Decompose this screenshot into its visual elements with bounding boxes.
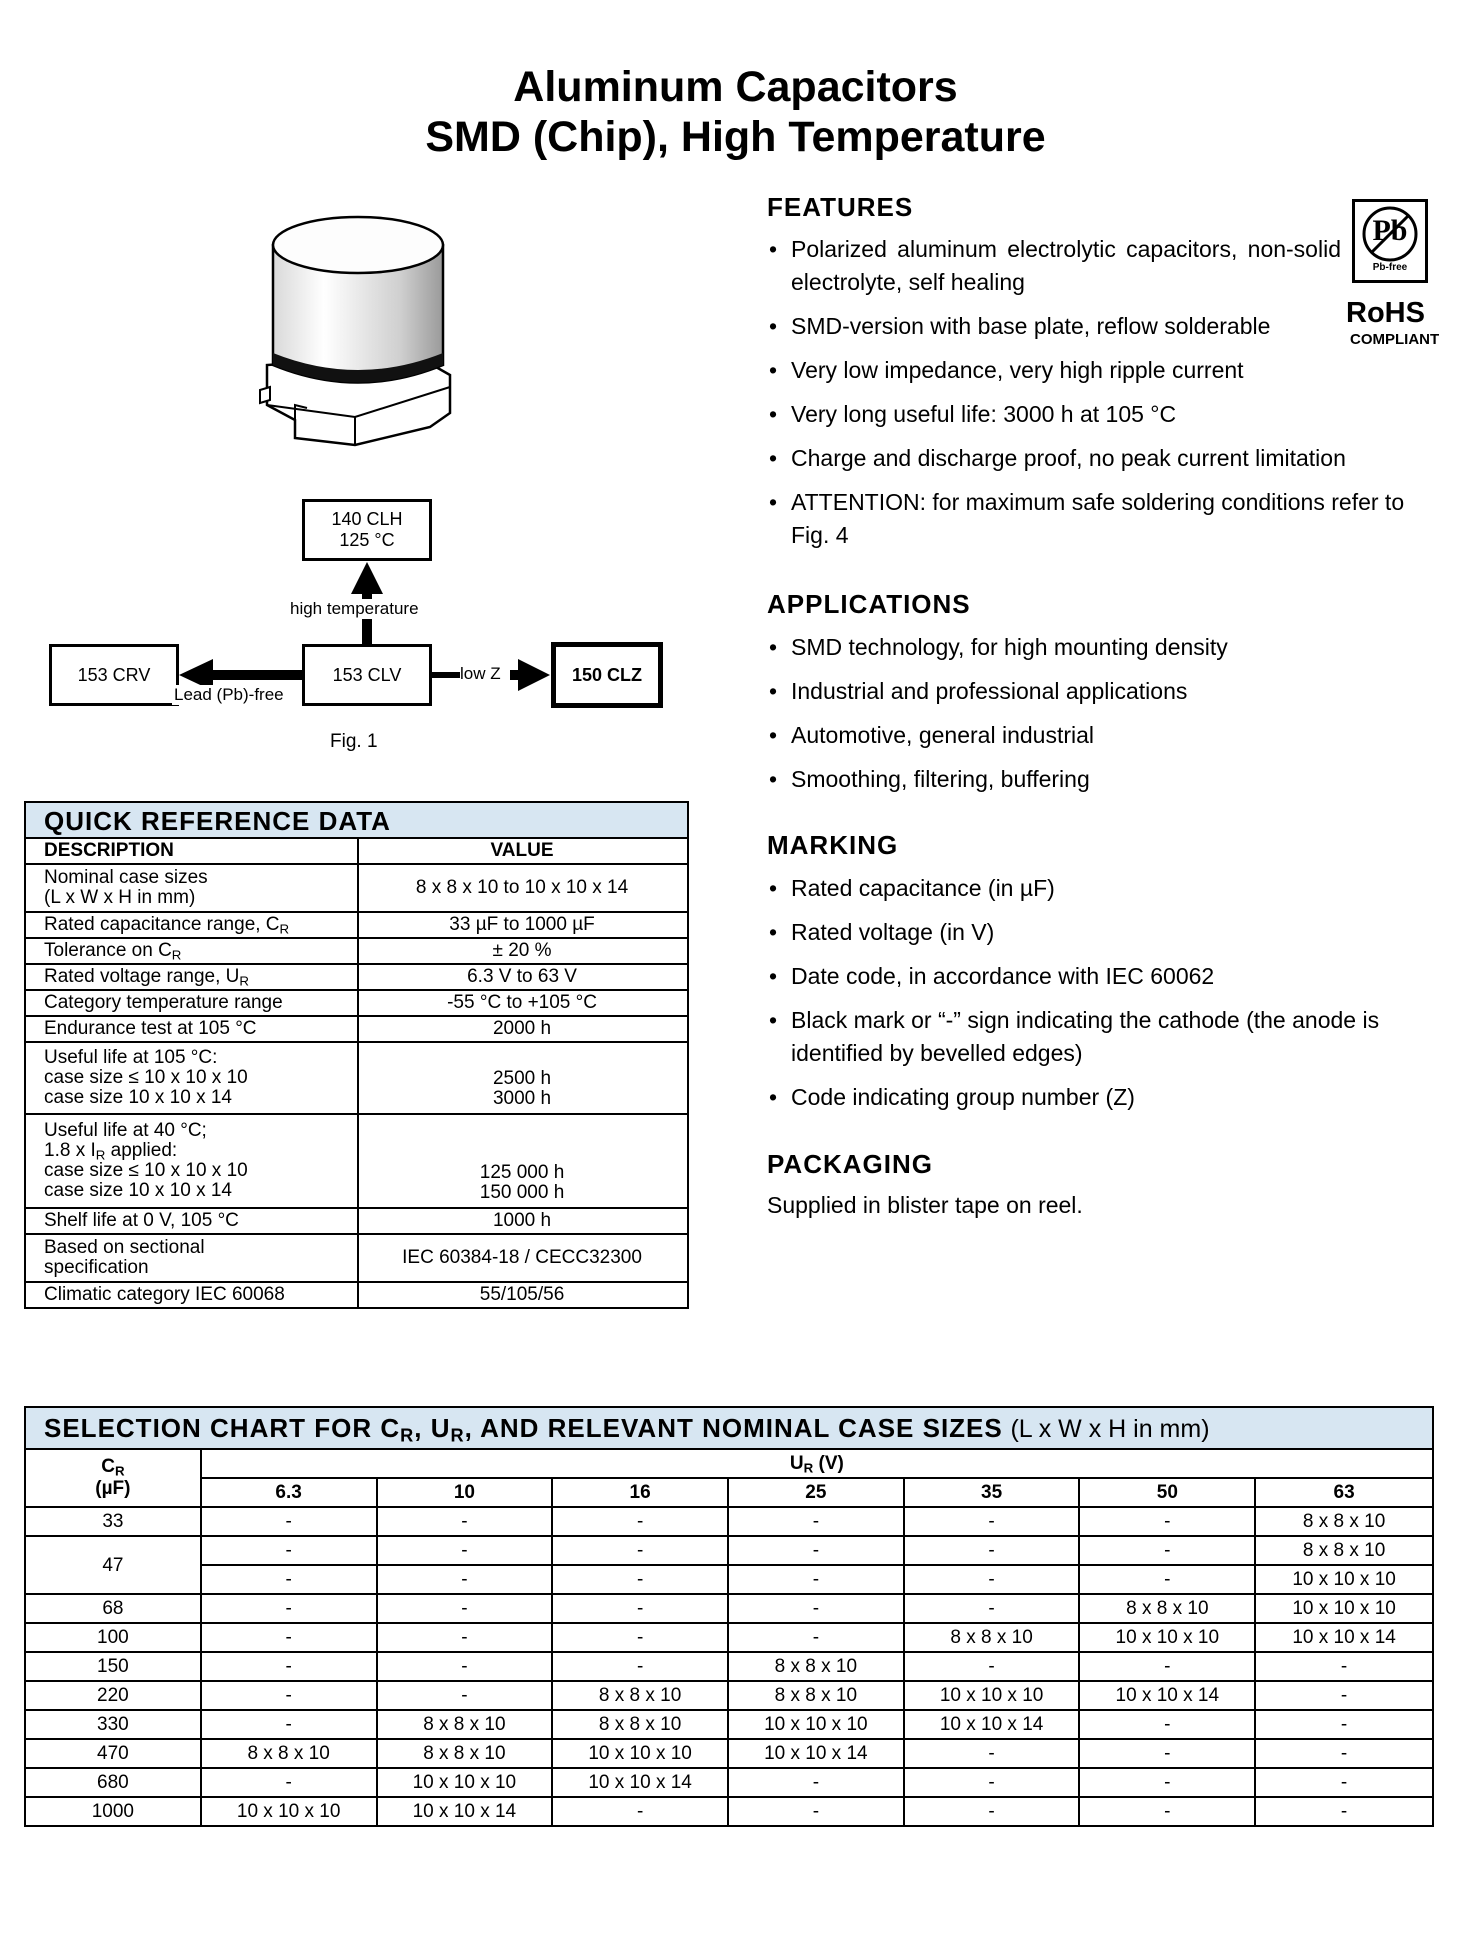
case-size-cell: 10 x 10 x 10	[1079, 1623, 1255, 1652]
case-size-cell: 8 x 8 x 10	[201, 1739, 377, 1768]
case-size-cell: 10 x 10 x 14	[904, 1710, 1080, 1739]
case-size-cell: -	[1255, 1797, 1433, 1826]
capacitance-cell: 470	[25, 1739, 201, 1768]
case-size-cell: 10 x 10 x 14	[377, 1797, 553, 1826]
case-size-cell: 10 x 10 x 10	[552, 1739, 728, 1768]
figure-caption: Fig. 1	[330, 731, 378, 752]
quick-ref-value: ± 20 %	[358, 938, 688, 964]
high-temperature-label: high temperature	[290, 599, 419, 618]
case-size-cell: 10 x 10 x 14	[1255, 1623, 1433, 1652]
table-row	[25, 1652, 1433, 1681]
voltage-column-header: 63	[1255, 1478, 1433, 1507]
case-size-cell: 10 x 10 x 10	[1255, 1565, 1433, 1594]
case-size-cell: -	[377, 1681, 553, 1710]
application-item: • Industrial and professional applications	[767, 675, 1437, 708]
feature-item: • Polarized aluminum electrolytic capacitors, non-solid electrolyte, self healing	[767, 233, 1341, 299]
low-z-label: low Z	[460, 664, 501, 683]
case-size-cell: -	[201, 1536, 377, 1565]
series-153crv-name: 153 CRV	[77, 664, 151, 685]
table-row	[25, 1565, 1433, 1594]
quick-ref-col-value: VALUE	[358, 838, 688, 864]
feature-item: • Charge and discharge proof, no peak current limitation	[767, 442, 1437, 475]
case-size-cell: -	[1079, 1652, 1255, 1681]
quick-ref-desc: Category temperature range	[25, 990, 358, 1016]
series-box-140clh	[302, 499, 432, 561]
case-size-cell: -	[552, 1536, 728, 1565]
table-row	[25, 1507, 1433, 1536]
case-size-cell: -	[1079, 1797, 1255, 1826]
case-size-cell: -	[552, 1623, 728, 1652]
table-row	[25, 1768, 1433, 1797]
case-size-cell: 10 x 10 x 10	[201, 1797, 377, 1826]
quick-ref-col-description: DESCRIPTION	[25, 838, 358, 864]
capacitance-cell: 47	[25, 1536, 201, 1594]
features-heading: FEATURES	[767, 192, 914, 222]
series-box-153crv	[49, 644, 179, 706]
case-size-cell: -	[377, 1565, 553, 1594]
marking-item: • Black mark or “-” sign indicating the cathode (the anode is identified by bevelled edges)	[767, 1004, 1437, 1070]
table-row	[25, 1710, 1433, 1739]
case-size-cell: -	[904, 1536, 1080, 1565]
case-size-cell: -	[1079, 1565, 1255, 1594]
applications-heading: APPLICATIONS	[767, 589, 971, 619]
capacitance-cell: 150	[25, 1652, 201, 1681]
feature-item: • ATTENTION: for maximum safe soldering conditions refer to Fig. 4	[767, 486, 1437, 552]
capacitance-cell: 220	[25, 1681, 201, 1710]
case-size-cell: 10 x 10 x 10	[377, 1768, 553, 1797]
case-size-cell: 8 x 8 x 10	[552, 1710, 728, 1739]
case-size-cell: 8 x 8 x 10	[377, 1710, 553, 1739]
case-size-cell: -	[1079, 1768, 1255, 1797]
feature-item: • Very low impedance, very high ripple current	[767, 354, 1437, 387]
voltage-column-header: 6.3	[201, 1478, 377, 1507]
title-line-2: SMD (Chip), High Temperature	[425, 113, 1046, 161]
case-size-cell: -	[201, 1768, 377, 1797]
case-size-cell: -	[377, 1623, 553, 1652]
case-size-cell: -	[201, 1681, 377, 1710]
page-title	[0, 62, 1471, 162]
quick-ref-desc: Tolerance on $C_R$	[25, 938, 358, 964]
case-size-cell: -	[904, 1739, 1080, 1768]
case-size-cell: -	[201, 1623, 377, 1652]
case-size-cell: -	[377, 1536, 553, 1565]
case-size-cell: -	[552, 1797, 728, 1826]
pb-free-text: Pb-free	[1372, 262, 1408, 273]
feature-item: • SMD-version with base plate, reflow solderable	[767, 310, 1437, 343]
marking-item: • Code indicating group number (Z)	[767, 1081, 1437, 1114]
case-size-cell: -	[552, 1565, 728, 1594]
quick-ref-value: 33 µF to 1000 µF	[358, 912, 688, 938]
selection-chart-table	[24, 1406, 1434, 1827]
table-row	[25, 1739, 1433, 1768]
case-size-cell: -	[1255, 1768, 1433, 1797]
capacitance-cell: 680	[25, 1768, 201, 1797]
quick-ref-desc: Useful life at 105 °C: case size ≤ 10 x 10 x 10 case size 10 x 10 x 14	[25, 1042, 358, 1114]
table-row	[25, 1681, 1433, 1710]
case-size-cell: 10 x 10 x 14	[552, 1768, 728, 1797]
marking-list	[767, 872, 1437, 1125]
case-size-cell: -	[377, 1507, 553, 1536]
case-size-cell: -	[377, 1652, 553, 1681]
quick-ref-desc: Based on sectional specification	[25, 1234, 358, 1282]
voltage-column-header: 25	[728, 1478, 904, 1507]
series-box-153clv	[302, 644, 432, 706]
features-list	[767, 233, 1440, 563]
voltage-column-header: 16	[552, 1478, 728, 1507]
case-size-cell: -	[904, 1507, 1080, 1536]
quick-ref-desc: Useful life at 40 °C; 1.8 x $I_R$ applied: case size ≤ 10 x 10 x 10 case size 10 x 10 x 14	[25, 1114, 358, 1208]
quick-ref-value: -55 °C to +105 °C	[358, 990, 688, 1016]
marking-heading: MARKING	[767, 830, 899, 860]
case-size-cell: -	[201, 1652, 377, 1681]
case-size-cell: -	[728, 1623, 904, 1652]
case-size-cell: -	[728, 1536, 904, 1565]
case-size-cell: -	[728, 1565, 904, 1594]
table-row	[25, 1797, 1433, 1826]
marking-item: • Rated capacitance (in µF)	[767, 872, 1437, 905]
title-line-1: Aluminum Capacitors	[513, 63, 958, 111]
case-size-cell: -	[552, 1594, 728, 1623]
case-size-cell: -	[728, 1594, 904, 1623]
case-size-cell: 10 x 10 x 14	[1079, 1681, 1255, 1710]
case-size-cell: -	[1255, 1681, 1433, 1710]
case-size-cell: 10 x 10 x 14	[728, 1739, 904, 1768]
case-size-cell: -	[1079, 1710, 1255, 1739]
case-size-cell: 8 x 8 x 10	[1255, 1507, 1433, 1536]
case-size-cell: -	[904, 1565, 1080, 1594]
capacitor-illustration	[255, 205, 465, 450]
quick-ref-desc: Climatic category IEC 60068	[25, 1282, 358, 1308]
quick-ref-desc: Nominal case sizes (L x W x H in mm)	[25, 864, 358, 912]
selection-chart-heading: SELECTION CHART FOR $C_R$, $U_R$, AND RELEVANT NOMINAL CASE SIZES (L x W x H in mm)	[25, 1407, 1433, 1449]
feature-item: • Very long useful life: 3000 h at 105 °C	[767, 398, 1437, 431]
application-item: • Smoothing, filtering, buffering	[767, 763, 1437, 796]
pb-symbol: Pb	[1372, 214, 1408, 247]
packaging-heading: PACKAGING	[767, 1149, 933, 1179]
voltage-column-header: 35	[904, 1478, 1080, 1507]
case-size-cell: -	[201, 1594, 377, 1623]
table-row	[25, 1623, 1433, 1652]
rohs-compliant-label: COMPLIANT	[1350, 331, 1440, 348]
case-size-cell: 8 x 8 x 10	[1255, 1536, 1433, 1565]
quick-ref-value: 8 x 8 x 10 to 10 x 10 x 14	[358, 864, 688, 912]
capacitance-cell: 330	[25, 1710, 201, 1739]
case-size-cell: -	[904, 1594, 1080, 1623]
quick-ref-value: 6.3 V to 63 V	[358, 964, 688, 990]
case-size-cell: -	[201, 1710, 377, 1739]
case-size-cell: -	[201, 1565, 377, 1594]
case-size-cell: 8 x 8 x 10	[1079, 1594, 1255, 1623]
case-size-cell: -	[552, 1507, 728, 1536]
series-140clh-temp: 125 °C	[339, 530, 395, 550]
case-size-cell: -	[1079, 1739, 1255, 1768]
application-item: • Automotive, general industrial	[767, 719, 1437, 752]
voltage-column-header: 10	[377, 1478, 553, 1507]
voltage-group-header: $U_R$ (V)	[201, 1449, 1433, 1478]
quick-ref-value: 125 000 h 150 000 h	[358, 1114, 688, 1208]
table-row	[25, 1594, 1433, 1623]
case-size-cell: 8 x 8 x 10	[377, 1739, 553, 1768]
case-size-cell: 8 x 8 x 10	[728, 1681, 904, 1710]
case-size-cell: 10 x 10 x 10	[1255, 1594, 1433, 1623]
capacitance-cell: 100	[25, 1623, 201, 1652]
quick-ref-desc: Endurance test at 105 °C	[25, 1016, 358, 1042]
marking-item: • Date code, in accordance with IEC 60062	[767, 960, 1437, 993]
series-box-150clz	[551, 642, 663, 708]
rohs-label: RoHS	[1346, 297, 1425, 329]
quick-ref-value: 1000 h	[358, 1208, 688, 1234]
series-150clz-name: 150 CLZ	[571, 664, 643, 685]
case-size-cell: 8 x 8 x 10	[904, 1623, 1080, 1652]
capacitance-cell: 1000	[25, 1797, 201, 1826]
packaging-text: Supplied in blister tape on reel.	[767, 1192, 1083, 1218]
case-size-cell: -	[728, 1797, 904, 1826]
quick-ref-value: 55/105/56	[358, 1282, 688, 1308]
lead-free-label: Lead (Pb)-free	[174, 685, 284, 704]
case-size-cell: -	[904, 1652, 1080, 1681]
table-row	[25, 1536, 1433, 1565]
case-size-cell: -	[728, 1768, 904, 1797]
applications-list	[767, 631, 1437, 807]
case-size-cell: -	[1255, 1652, 1433, 1681]
case-size-cell: 8 x 8 x 10	[552, 1681, 728, 1710]
quick-ref-desc: Rated voltage range, $U_R$	[25, 964, 358, 990]
marking-item: • Rated voltage (in V)	[767, 916, 1437, 949]
capacitance-column-header: $C_R$ (µF)	[25, 1449, 201, 1507]
case-size-cell: -	[728, 1507, 904, 1536]
voltage-column-header: 50	[1079, 1478, 1255, 1507]
quick-ref-value: IEC 60384-18 / CECC32300	[358, 1234, 688, 1282]
case-size-cell: -	[377, 1594, 553, 1623]
case-size-cell: -	[201, 1507, 377, 1536]
case-size-cell: -	[904, 1768, 1080, 1797]
application-item: • SMD technology, for high mounting density	[767, 631, 1437, 664]
case-size-cell: -	[1079, 1536, 1255, 1565]
quick-ref-value: 2000 h	[358, 1016, 688, 1042]
case-size-cell: -	[1255, 1710, 1433, 1739]
case-size-cell: 10 x 10 x 10	[728, 1710, 904, 1739]
capacitance-cell: 33	[25, 1507, 201, 1536]
case-size-cell: 10 x 10 x 10	[904, 1681, 1080, 1710]
capacitance-cell: 68	[25, 1594, 201, 1623]
case-size-cell: -	[1079, 1507, 1255, 1536]
quick-reference-heading: QUICK REFERENCE DATA	[25, 802, 688, 838]
case-size-cell: -	[1255, 1739, 1433, 1768]
quick-ref-desc: Rated capacitance range, $C_R$	[25, 912, 358, 938]
quick-ref-value: 2500 h 3000 h	[358, 1042, 688, 1114]
series-153clv-name: 153 CLV	[332, 664, 402, 685]
case-size-cell: 8 x 8 x 10	[728, 1652, 904, 1681]
quick-reference-table	[24, 801, 689, 1309]
series-140clh-name: 140 CLH	[331, 509, 403, 529]
case-size-cell: -	[904, 1797, 1080, 1826]
case-size-cell: -	[552, 1652, 728, 1681]
quick-ref-desc: Shelf life at 0 V, 105 °C	[25, 1208, 358, 1234]
